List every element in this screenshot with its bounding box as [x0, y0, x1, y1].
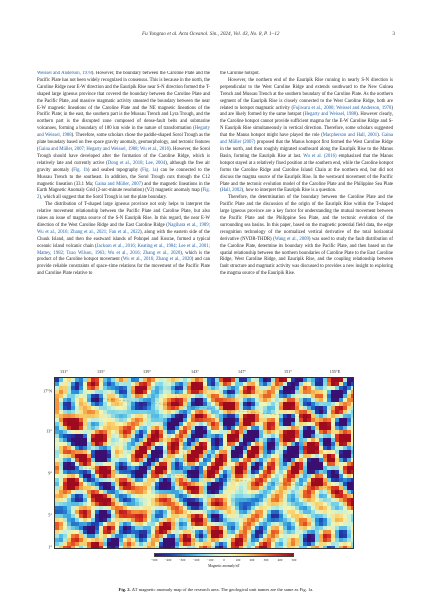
colorbar-tick-label: 300 [263, 558, 269, 562]
paragraph-text: ), which is the product of the Caroline hotspot movement ( [37, 250, 210, 263]
page-number: 3 [392, 31, 395, 37]
paragraph-text: ). [377, 133, 382, 139]
paragraph-text: ), how to interpret the Eauripik Rise is a question. [241, 188, 337, 194]
latitude-tick-label: 1° [48, 544, 52, 550]
paragraph [220, 78, 393, 195]
citation-link[interactable]: Hegarty and Weissel, 1988 [304, 112, 357, 118]
citation-link[interactable]: Wu et al., 2016; Zhang et al., 2020 [122, 257, 192, 263]
left-column [37, 71, 210, 368]
paragraph-text: However, the northern end of the Eauripik Rise running in nearly S-N direction is perpendicular to the West Caroline Ridge and extends southward to the New Guinea Trench and Mussau Trench at the southern boundary of the Caroline Plate. As the northern segment of the Eauripik Rise is closely connected to the West Caroline Ridge, both are related to hotspot magmatic activity ( [220, 77, 393, 111]
colorbar-tick-label: −300 [178, 558, 186, 562]
right-column [220, 71, 393, 368]
figure-caption [37, 587, 395, 592]
citation-link[interactable]: Dong et al., 2018; Lee, 2004 [107, 160, 166, 166]
paragraph-text: ) and are likely formed by the same hotspot ( [220, 105, 393, 118]
longitude-tick-label: 147° [238, 369, 246, 374]
colorbar [150, 553, 297, 579]
citation-link[interactable]: Fig. 1b [73, 167, 88, 173]
magnetic-anomaly-image [55, 378, 354, 549]
caption-text: ΔT magnetic anomaly map of the research area. The geological unit names are the same as Fig. 1a. [130, 587, 314, 592]
colorbar-tick-label: 200 [249, 558, 255, 562]
paragraph-text: the Caroline hotspot. [220, 71, 260, 76]
latitude-tick-label: 17°N [43, 388, 52, 394]
paragraph [220, 71, 393, 78]
citation-link[interactable]: Gaina and Müller, 2007 [94, 181, 142, 187]
paragraph-text: ), although the free air gravity anomaly ( [37, 160, 210, 173]
paragraph-text: ). However, the boundary between the Caroline Plate and the Pacific Plate has not been widely recognized in consensus. This is because in the north, the Caroline Ridge near E-W direction and the Eauripik Rise near S-N direction formed the T-shaped large igneous province that covered the boundary between the Caroline Plate and the Pacific Plate, and massive magmatic activity smeared the boundary between the near E-W magnetic lineations of the Caroline Plate and the NE magnetic lineations of the Pacific Plate; in the east, the southern part is the Mussau Trench and Lyra Trough, and the northern part is the disrupted zone composed of dense-fault belts and submarine volcanoes, forming a boundary of 180 km wide in the nature of transformation ( [37, 71, 210, 132]
page-header [37, 31, 395, 41]
citation-link[interactable]: Macpherson and Hall, 2001 [322, 133, 378, 139]
colorbar-label: Magnetic anomaly/nT [208, 564, 240, 568]
longitude-axis [54, 369, 394, 377]
paragraph [37, 71, 210, 202]
figure-2 [43, 369, 394, 589]
citation-link[interactable]: Gaina and Müller (2007) [220, 133, 393, 146]
latitude-tick-label: 9° [48, 470, 52, 476]
longitude-tick-label: 135° [97, 369, 105, 374]
latitude-tick-label: 13° [46, 428, 52, 434]
citation-link[interactable]: Fujiwara et al., 2000; Weissel and Anderson, 1978 [293, 105, 392, 111]
longitude-tick-label: 143° [191, 369, 199, 374]
citation-link[interactable]: Fig. 2 [37, 188, 210, 201]
paragraph-text: Therefore, the determination of the boundary between the Caroline Plate and the Pacific Plate and the discussion of the origin of the Eauripik Rise within the T-shaped large igneous province are a key factor for understanding the mutual movement between the Pacific Plate and the Philippine Sea Plate, and the tectonic evolution of the surrounding sea basins. In this paper, based on the magnetic potential field data, the edge recognition technology of the normalized vertical derivative of the total horizontal derivative (NVDR-THDR) ( [220, 195, 393, 242]
latitude-tick-label: 5° [48, 512, 52, 518]
colorbar-tick-label: −400 [164, 558, 172, 562]
paragraph-text: ) can be connected to the Mussau Trench to the southeast. In addition, the Sorol Trough cuts through the C12 magnetic lineation (33.1 Ma; [37, 167, 210, 187]
citation-link[interactable]: Jackson et al., 2016; Keating et al., 1984; Lee et al., 2001; Mattey, 1982; Tuzo Wilson, 1963; Wu et al., 2016; Zhang et al., 2020 [37, 243, 210, 256]
colorbar-tick-label: −500 [150, 558, 158, 562]
colorbar-tick-label: 400 [277, 558, 283, 562]
citation-link[interactable]: Gaina and Müller, 2007; Hegarty and Weissel, 1988; Wu et al., 2016 [38, 146, 170, 152]
magnetic-anomaly-map [54, 377, 354, 549]
citation-link[interactable]: Wu et al. (2016) [303, 153, 337, 159]
running-head: Fu Yongtao et al. Acta Oceanol. Sin., 2024, Vol. 43, No. 8, P. 1–12 [142, 31, 280, 37]
paragraph-text: ). However clearly, the Caroline hotspot cannot provide sufficient magma for the E-W Caroline Ridge and S-N Eauripik Rise simultaneously in vertical direction. Therefore, some scholars suggested that the Manus hotspot might have played the role ( [220, 112, 393, 139]
paragraph-text: ). Therefore, some scholars chose the paddle-shaped Sorol Trough as the plate boundary based on free space gravity anomaly, geomorphology, and tectonic features ( [37, 133, 210, 152]
paragraph-text: ) and can provide reliable constraints of space–time relations for the movement of the Pacific Plate and Caroline Plate relative to [37, 257, 210, 277]
paragraph-text: ) and the magnetic lineations in the Earth Magnetic Anomaly Grid (2-arc-minute resolution) (V2) magnetic anomaly map ( [37, 181, 210, 194]
citation-link[interactable]: Nagihara et al., 1989; Wu et al., 2016; Zhang et al., 2021; Fan et al., 2022 [37, 222, 210, 235]
paragraph-text: proposed that the Manus hotspot first formed the West Caroline Ridge in the north, and then roughly migrated southward along the Eauripik Rise to the Manus Basin, forming the Eauripik Rise at last. [220, 140, 393, 159]
paragraph [220, 195, 393, 278]
colorbar-gradient [154, 553, 294, 557]
latitude-axis [36, 377, 52, 549]
caption-label: Fig. 2. [118, 587, 131, 592]
colorbar-tick-label: 500 [291, 558, 297, 562]
paragraph-text: ), along with the eastern side of the Chuuk Island, and then the eastward islands of Pohnpei and Kosrae, formed a typical oceanic island volcanic chain ( [37, 229, 210, 249]
longitude-tick-label: 139° [143, 369, 151, 374]
paragraph-text: ) and seabed topography ( [87, 167, 143, 173]
paragraph-text: ) was used to study the fault distribution of the Caroline Plate, determine its boundary with the Pacific Plate, and then based on the spatial relationship between the northern boundaries of Caroline Plate to the East Caroline Ridge, West Caroline Ridge, and Eauripik Rise, and the coupling relationship between fault structure and magmatic activity was discussed to provides a new insight to exploring the magma source of the Eauripik Rise. [220, 236, 393, 277]
citation-link[interactable]: Hegarty and Weissel, 1988 [37, 126, 210, 139]
paragraph-text: The distribution of T-shaped large igneous province not only helps to interpret the relative movement relationship between the Pacific Plate and Caroline Plate, but also raises an issue of magma source of the S-N Eauripik Rise. In this regard, the near E-W direction of the West Caroline Ridge and the East Caroline Ridge ( [37, 202, 210, 228]
colorbar-tick-label: −100 [206, 558, 214, 562]
colorbar-tick-label: −200 [192, 558, 200, 562]
paragraph-text: emphasized that the Manus hotspot stayed at a relatively fixed position at the southern end, while the Caroline hotspot forms the Caroline Ridge and Caroline Island Chain at the northern end, but did not discuss the magma source of the Eauripik Rise. In the westward movement of the Pacific Plate and the tectonic evolution model of the Caroline Plate and the Philippine Sea Plate ( [220, 153, 393, 194]
citation-link[interactable]: Fig. 1a [142, 167, 157, 173]
paragraph-text: ). However, the Sorol Trough should have developed after the formation of the Caroline Ridge, which is relatively late and currently active ( [37, 146, 210, 166]
body-columns [37, 71, 393, 368]
citation-link[interactable]: Wang et al., 2009 [274, 236, 309, 242]
colorbar-tick-label: 0 [223, 558, 225, 562]
longitude-tick-label: 151° [284, 369, 292, 374]
colorbar-tick-label: 100 [235, 558, 241, 562]
citation-link[interactable]: Weissel and Anderson, 1978 [37, 71, 92, 76]
longitude-tick-label: 155°E [329, 369, 341, 374]
paragraph-text: ), which all suggest that the Sorol Trough is not the plate boundary. [39, 195, 168, 201]
citation-link[interactable]: Hall, 2002 [221, 188, 242, 194]
paragraph [37, 202, 210, 278]
longitude-tick-label: 131° [60, 369, 68, 374]
